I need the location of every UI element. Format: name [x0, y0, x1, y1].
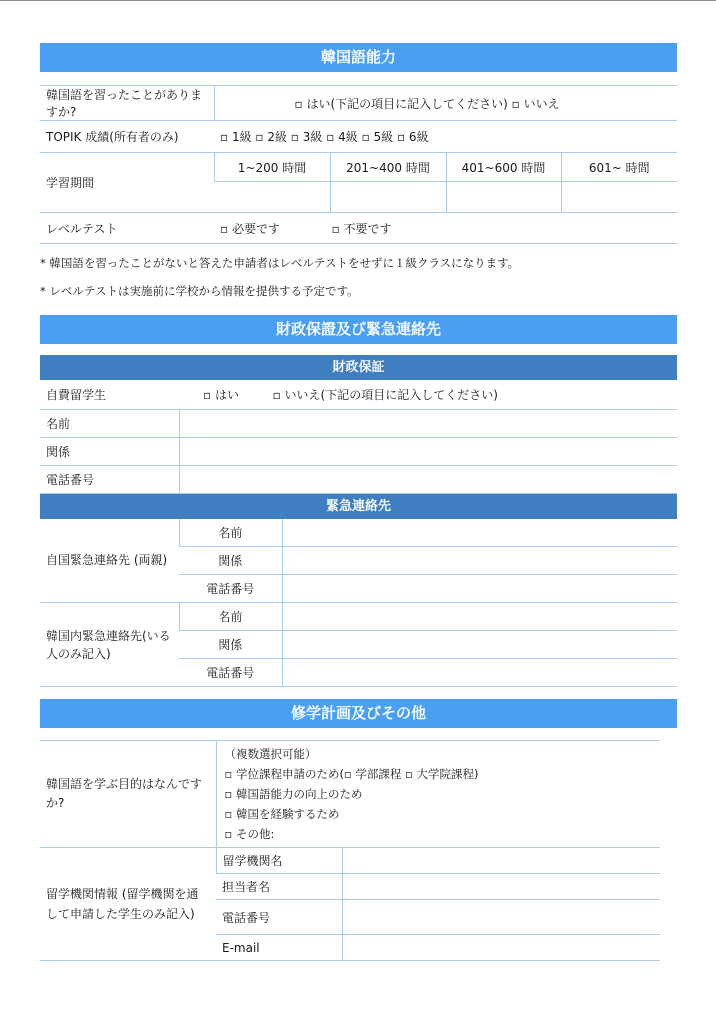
self-funded-no[interactable]: ▫ いいえ(下記の項目に記入してください) — [272, 387, 498, 402]
topik-label: TOPIK 成績(所有者のみ) — [40, 121, 214, 153]
note-level-test-info: * レベルテストは実施前に学校から情報を提供する予定です。 — [40, 284, 359, 298]
agency-name-input[interactable] — [342, 848, 660, 874]
purpose-improve-option[interactable]: ▫ 韓国語能力の向上のため — [224, 787, 363, 801]
guarantor-relation-label: 関係 — [40, 437, 179, 465]
level-test-not-required[interactable]: ▫ 不要です — [331, 221, 392, 236]
home-phone-input[interactable] — [282, 575, 677, 603]
period-header-3: 401~600 時間 — [446, 153, 561, 182]
period-header-2: 201~400 時間 — [330, 153, 446, 182]
purpose-other-option[interactable]: ▫ その他: — [224, 827, 275, 841]
purpose-experience-option[interactable]: ▫ 韓国を経験するため — [224, 807, 340, 821]
guarantor-name-label: 名前 — [40, 409, 179, 437]
level-test-options[interactable] — [214, 213, 677, 244]
application-form — [40, 43, 677, 961]
agency-email-label: E-mail — [216, 935, 342, 961]
agency-contact-input[interactable] — [342, 874, 660, 900]
korea-relation-label: 関係 — [179, 631, 282, 659]
note-no-experience: * 韓国語を習ったことがないと答えた申請者はレベルテストをせずに１級クラスになります。 — [40, 256, 520, 270]
korea-name-input[interactable] — [282, 603, 677, 631]
agency-contact-label: 担当者名 — [216, 874, 342, 900]
korea-name-label: 名前 — [179, 603, 282, 631]
study-plan-table — [40, 740, 660, 961]
korea-relation-input[interactable] — [282, 631, 677, 659]
guarantor-relation-input[interactable] — [179, 437, 677, 465]
self-funded-options[interactable] — [179, 380, 677, 409]
home-name-label: 名前 — [179, 519, 282, 547]
level-test-required[interactable]: ▫ 必要です — [220, 221, 280, 236]
agency-phone-input[interactable] — [342, 900, 660, 935]
topik-options[interactable]: ▫ 1級 ▫ 2級 ▫ 3級 ▫ 4級 ▫ 5級 ▫ 6級 — [214, 121, 677, 153]
home-phone-label: 電話番号 — [179, 575, 282, 603]
section-title-finance-emergency: 財政保證及び緊急連絡先 — [40, 315, 677, 344]
section-title-study-plan: 修学計画及びその他 — [40, 699, 677, 728]
purpose-options[interactable] — [216, 741, 660, 848]
korea-phone-input[interactable] — [282, 659, 677, 687]
period-input-3[interactable] — [446, 182, 561, 213]
home-relation-label: 関係 — [179, 547, 282, 575]
guarantor-name-input[interactable] — [179, 409, 677, 437]
period-input-1[interactable] — [214, 182, 330, 213]
home-emergency-label: 自国緊急連絡先 (両親) — [40, 519, 179, 603]
home-name-input[interactable] — [282, 519, 677, 547]
level-test-label: レベルテスト — [40, 213, 214, 244]
finance-table — [40, 380, 677, 494]
self-funded-yes[interactable]: ▫ はい — [203, 387, 239, 402]
agency-info-label: 留学機関情報 (留学機関を通して申請した学生のみ記入) — [40, 848, 216, 961]
home-relation-input[interactable] — [282, 547, 677, 575]
learned-korean-options[interactable]: ▫ はい(下記の項目に記入してください) ▫ いいえ — [214, 86, 677, 121]
emergency-table — [40, 519, 677, 688]
learned-korean-question: 韓国語を習ったことがありますか? — [40, 86, 214, 121]
period-input-4[interactable] — [561, 182, 677, 213]
top-border-line — [0, 0, 716, 1]
korea-emergency-label: 韓国内緊急連絡先(いる人のみ記入) — [40, 603, 179, 687]
korean-ability-table — [40, 85, 677, 244]
agency-name-label: 留学機関名 — [216, 848, 342, 874]
subsection-title-emergency: 緊急連絡先 — [40, 494, 677, 519]
korea-phone-label: 電話番号 — [179, 659, 282, 687]
self-funded-label: 自費留学生 — [40, 380, 179, 409]
agency-phone-label: 電話番号 — [216, 900, 342, 935]
purpose-degree-option[interactable]: ▫ 学位課程申請のため(▫ 学部課程 ▫ 大学院課程) — [224, 767, 479, 781]
period-input-2[interactable] — [330, 182, 446, 213]
section-title-korean-ability: 韓国語能力 — [40, 43, 677, 72]
guarantor-phone-label: 電話番号 — [40, 465, 179, 493]
purpose-question: 韓国語を学ぶ目的はなんですか? — [40, 741, 216, 848]
agency-email-input[interactable] — [342, 935, 660, 961]
guarantor-phone-input[interactable] — [179, 465, 677, 493]
purpose-multiple-note: （複数選択可能） — [224, 747, 317, 761]
period-header-1: 1~200 時間 — [214, 153, 330, 182]
subsection-title-finance: 財政保証 — [40, 355, 677, 380]
study-period-label: 学習期間 — [40, 153, 214, 213]
period-header-4: 601~ 時間 — [561, 153, 677, 182]
